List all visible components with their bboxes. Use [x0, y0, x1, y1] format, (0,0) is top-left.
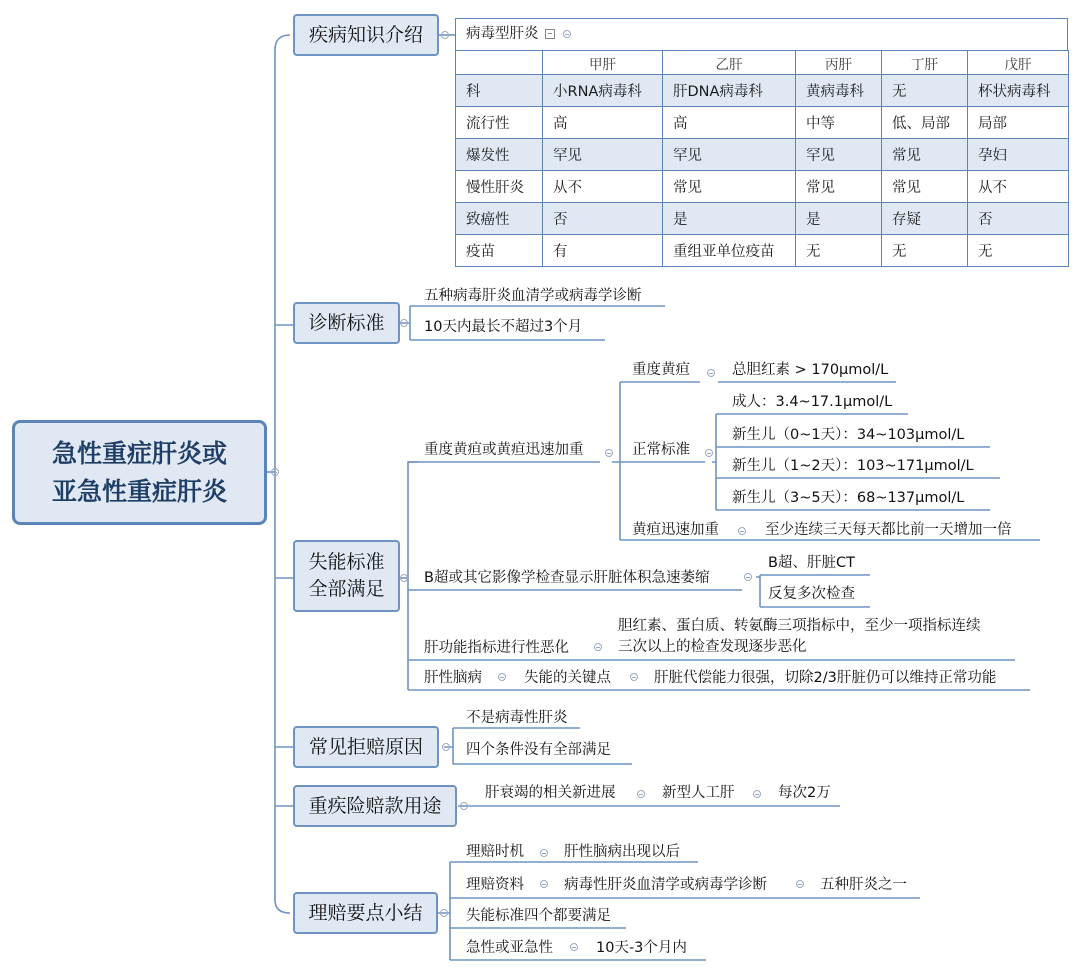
- root-title-line1: 急性重症肝炎或: [51, 438, 227, 468]
- table-header-cell: 戊肝: [968, 51, 1069, 75]
- diagnosis-item-1[interactable]: 五种病毒肝炎血清学或病毒学诊断: [424, 288, 642, 304]
- collapse-icon[interactable]: [271, 468, 279, 476]
- table-cell: 高: [543, 107, 663, 139]
- failure-jaundice[interactable]: 重度黄疸或黄疸迅速加重: [424, 442, 584, 458]
- table-cell: 无: [796, 235, 882, 267]
- branch-failure-line1: 失能标准: [308, 551, 385, 573]
- table-cell: 致癌性: [456, 203, 543, 235]
- table-cell: 肝DNA病毒科: [663, 75, 796, 107]
- rapid-jaundice[interactable]: 黄疸迅速加重: [632, 522, 719, 538]
- table-cell: 无: [882, 75, 968, 107]
- collapse-icon[interactable]: [630, 673, 638, 681]
- liver-function-desc[interactable]: [618, 616, 981, 658]
- table-header-row: [456, 51, 1069, 75]
- root-title-line2: 亚急性重症肝炎: [51, 476, 227, 506]
- table-cell: 常见: [663, 171, 796, 203]
- branch-rejection[interactable]: [293, 726, 439, 768]
- table-cell: 存疑: [882, 203, 968, 235]
- collapse-icon[interactable]: [705, 449, 713, 457]
- normal-newborn-3-5[interactable]: 新生儿（3~5天）：68~137μmol/L: [732, 490, 965, 506]
- table-cell: 疫苗: [456, 235, 543, 267]
- hepatic-encephalopathy[interactable]: 肝性脑病: [424, 670, 482, 686]
- usage-item-1[interactable]: 肝衰竭的相关新进展: [485, 785, 616, 801]
- collapse-icon[interactable]: [540, 849, 548, 857]
- table-cell: 无: [882, 235, 968, 267]
- table-cell: 从不: [968, 171, 1069, 203]
- table-title: [455, 18, 1068, 50]
- claim-timing[interactable]: 理赔时机: [466, 844, 524, 860]
- table-cell: 高: [663, 107, 796, 139]
- bilirubin-threshold[interactable]: 总胆红素 > 170μmol/L: [732, 362, 889, 378]
- normal-adult[interactable]: 成人：3.4~17.1μmol/L: [732, 394, 893, 410]
- table-cell: 科: [456, 75, 543, 107]
- table-cell: 否: [968, 203, 1069, 235]
- collapse-icon[interactable]: [441, 31, 449, 39]
- table-header-cell: 丙肝: [796, 51, 882, 75]
- normal-newborn-0-1[interactable]: 新生儿（0~1天）：34~103μmol/L: [732, 427, 965, 443]
- table-cell: 罕见: [663, 139, 796, 171]
- imaging-ct[interactable]: B超、肝脏CT: [768, 555, 855, 571]
- severe-jaundice[interactable]: 重度黄疸: [632, 362, 690, 378]
- collapse-icon[interactable]: [796, 880, 804, 888]
- table-cell: 否: [543, 203, 663, 235]
- collapse-icon[interactable]: [707, 369, 715, 377]
- key-point[interactable]: 失能的关键点: [524, 670, 611, 686]
- claim-timing-value[interactable]: 肝性脑病出现以后: [564, 844, 680, 860]
- diagnosis-item-2[interactable]: 10天内最长不超过3个月: [424, 319, 583, 335]
- table-row: [456, 107, 1069, 139]
- table-row: [456, 203, 1069, 235]
- claim-failure-standard[interactable]: 失能标准四个都要满足: [466, 908, 611, 924]
- table-title-label: 病毒型肝炎: [466, 26, 539, 42]
- table-cell: 杯状病毒科: [968, 75, 1069, 107]
- table-header-cell: 乙肝: [663, 51, 796, 75]
- note-icon[interactable]: [545, 29, 555, 39]
- claim-docs[interactable]: 理赔资料: [466, 877, 524, 893]
- table-cell: 局部: [968, 107, 1069, 139]
- liver-function[interactable]: 肝功能指标进行性恶化: [424, 640, 569, 656]
- branch-usage[interactable]: [293, 785, 457, 827]
- table-cell: 无: [968, 235, 1069, 267]
- table-row: [456, 75, 1069, 107]
- branch-failure-line2: 全部满足: [308, 578, 385, 600]
- usage-item-3[interactable]: 每次2万: [778, 785, 831, 801]
- collapse-icon[interactable]: [753, 790, 761, 798]
- usage-item-2[interactable]: 新型人工肝: [662, 785, 735, 801]
- rapid-jaundice-desc[interactable]: 至少连续三天每天都比前一天增加一倍: [765, 522, 1012, 538]
- branch-rejection-label: 常见拒赔原因: [308, 735, 423, 758]
- table-cell: 常见: [796, 171, 882, 203]
- collapse-icon[interactable]: [605, 449, 613, 457]
- table-cell: 爆发性: [456, 139, 543, 171]
- table-cell: 常见: [882, 139, 968, 171]
- collapse-icon[interactable]: [570, 943, 578, 951]
- collapse-icon[interactable]: [498, 673, 506, 681]
- collapse-icon[interactable]: [744, 573, 752, 581]
- table-cell: 是: [796, 203, 882, 235]
- collapse-icon[interactable]: [540, 880, 548, 888]
- branch-usage-label: 重疾险赔款用途: [308, 794, 442, 817]
- imaging-repeat[interactable]: 反复多次检查: [768, 586, 855, 602]
- table-cell: 孕妇: [968, 139, 1069, 171]
- table-cell: 从不: [543, 171, 663, 203]
- collapse-icon[interactable]: [563, 30, 571, 38]
- claim-docs-value-2[interactable]: 五种肝炎之一: [820, 877, 907, 893]
- table-row: [456, 171, 1069, 203]
- collapse-icon[interactable]: [400, 319, 408, 327]
- table-cell: 中等: [796, 107, 882, 139]
- normal-newborn-1-2[interactable]: 新生儿（1~2天）：103~171μmol/L: [732, 458, 974, 474]
- collapse-icon[interactable]: [594, 643, 602, 651]
- table-cell: 慢性肝炎: [456, 171, 543, 203]
- collapse-icon[interactable]: [440, 909, 448, 917]
- table-cell: 流行性: [456, 107, 543, 139]
- hepatitis-table: [455, 50, 1069, 267]
- table-row: [456, 235, 1069, 267]
- collapse-icon[interactable]: [637, 790, 645, 798]
- table-cell: 常见: [882, 171, 968, 203]
- collapse-icon[interactable]: [400, 574, 408, 582]
- branch-diagnosis[interactable]: [293, 302, 400, 344]
- normal-standard[interactable]: 正常标准: [632, 442, 690, 458]
- branch-diagnosis-label: 诊断标准: [308, 311, 385, 334]
- claim-acute-value[interactable]: 10天-3个月内: [596, 940, 687, 956]
- table-cell: 有: [543, 235, 663, 267]
- liver-function-desc-line2: 三次以上的检查发现逐步恶化: [618, 639, 807, 655]
- branch-claims-label: 理赔要点小结: [308, 901, 423, 924]
- key-point-desc[interactable]: 肝脏代偿能力很强，切除2/3肝脏仍可以维持正常功能: [654, 670, 997, 686]
- branch-failure[interactable]: [293, 540, 400, 612]
- table-header-cell: 丁肝: [882, 51, 968, 75]
- branch-knowledge-label: 疾病知识介绍: [308, 23, 423, 46]
- table-cell: 黄病毒科: [796, 75, 882, 107]
- claim-docs-value[interactable]: 病毒性肝炎血清学或病毒学诊断: [564, 877, 767, 893]
- claim-acute[interactable]: 急性或亚急性: [466, 940, 553, 956]
- imaging-criterion[interactable]: B超或其它影像学检查显示肝脏体积急速萎缩: [424, 570, 710, 586]
- liver-function-desc-line1: 胆红素、蛋白质、转氨酶三项指标中，至少一项指标连续: [618, 618, 981, 634]
- branch-claims[interactable]: [293, 892, 438, 934]
- table-cell: 罕见: [796, 139, 882, 171]
- table-row: [456, 139, 1069, 171]
- branch-knowledge[interactable]: [293, 14, 439, 56]
- table-cell: 是: [663, 203, 796, 235]
- table-cell: 罕见: [543, 139, 663, 171]
- collapse-icon[interactable]: [442, 743, 450, 751]
- table-header-cell: [456, 51, 543, 75]
- collapse-icon[interactable]: [738, 527, 746, 535]
- table-cell: 低、局部: [882, 107, 968, 139]
- rejection-item-1[interactable]: 不是病毒性肝炎: [466, 710, 568, 726]
- table-header-cell: 甲肝: [543, 51, 663, 75]
- root-topic[interactable]: [12, 420, 267, 525]
- rejection-item-2[interactable]: 四个条件没有全部满足: [466, 742, 611, 758]
- collapse-icon[interactable]: [460, 802, 468, 810]
- table-cell: 小RNA病毒科: [543, 75, 663, 107]
- table-cell: 重组亚单位疫苗: [663, 235, 796, 267]
